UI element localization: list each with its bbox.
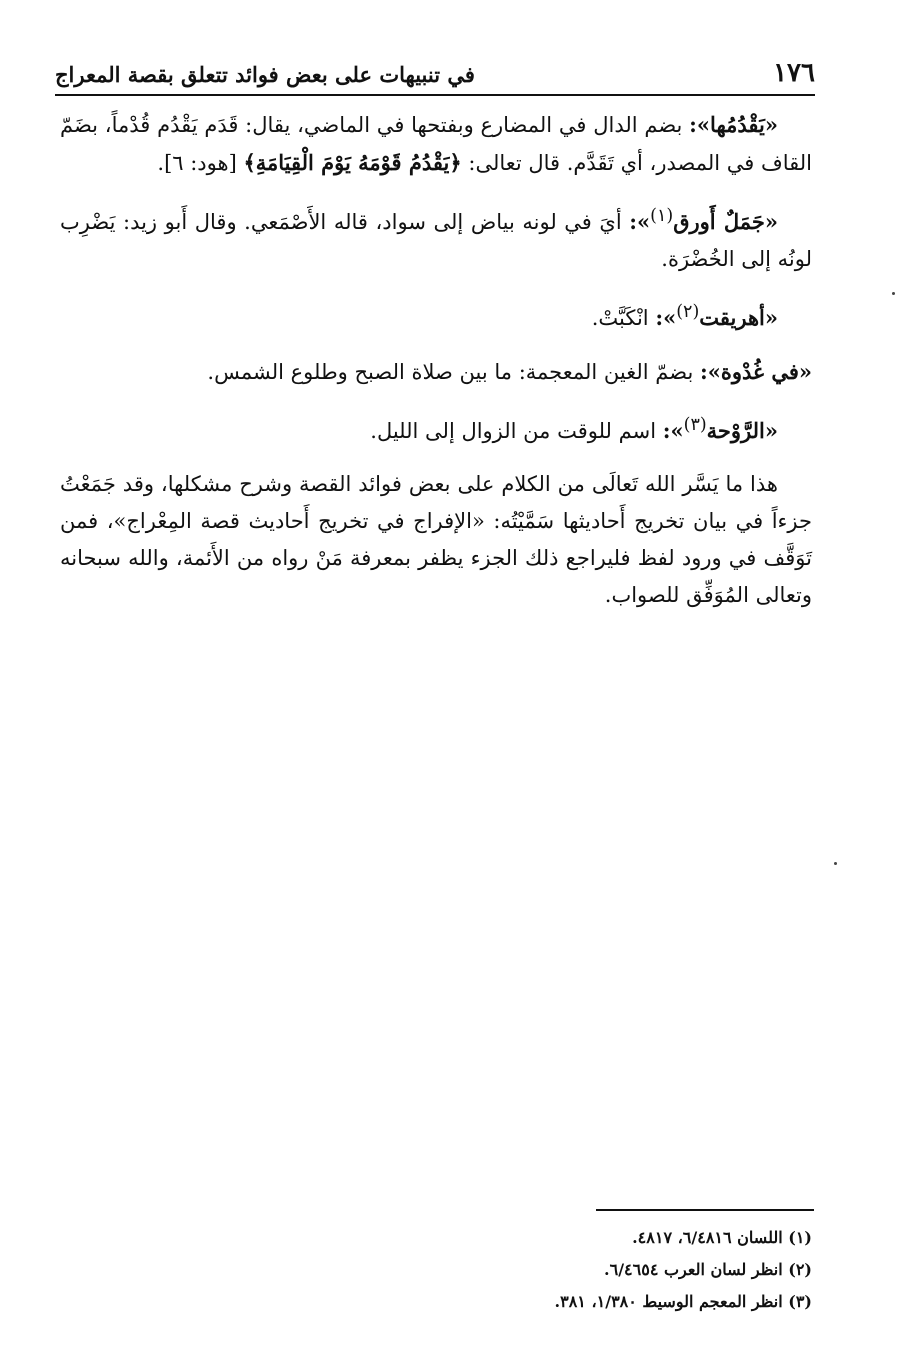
term-close: »: — [662, 418, 684, 443]
verse-reference: [هود: ٦]. — [157, 151, 244, 175]
paragraph-jamal-awraq — [60, 198, 812, 278]
footnote-marker: (٢) — [676, 302, 700, 322]
paragraph-yaqdumuha — [60, 106, 812, 182]
page-header — [55, 52, 815, 96]
term-close: »: — [629, 209, 651, 234]
term: «أهريقت — [699, 305, 778, 330]
paragraph-text: أيَ في لونه بياض إلى سواد، قاله الأَصْمَعي. وقال أَبو زيد: يَضْرِب لونُه إلى الخُضْرَة. — [60, 210, 812, 271]
paragraph-uhriqat — [60, 294, 812, 337]
scan-speck — [892, 292, 895, 295]
footnote-3: (٣) انظر المعجم الوسيط ١/٣٨٠، ٣٨١. — [554, 1292, 812, 1311]
scan-speck — [834, 862, 837, 865]
paragraph-text: انْكَبَّتْ. — [591, 306, 656, 330]
footnotes — [480, 1222, 812, 1318]
term: «جَمَلٌ أَورق — [673, 209, 778, 234]
body-text — [60, 106, 812, 630]
page-number: ١٧٦ — [773, 58, 815, 88]
paragraph-text: بضمّ الغين المعجمة: ما بين صلاة الصبح وطلوع الشمس. — [207, 360, 700, 384]
footnote-marker: (١) — [650, 206, 674, 226]
footnote-2: (٢) انظر لسان العرب ٦/٤٦٥٤. — [604, 1260, 812, 1279]
paragraph-rawha — [60, 407, 812, 450]
quran-verse: ﴿يَقْدُمُ قَوْمَهُ يَوْمَ الْقِيَامَةِ﴾ — [243, 150, 462, 175]
running-title: في تنبيهات على بعض فوائد تتعلق بقصة المعراج — [55, 62, 475, 87]
term: «الرَّوْحة — [706, 418, 778, 443]
paragraph-conclusion — [60, 466, 812, 614]
term: «يَقْدُمُها»: — [689, 112, 778, 137]
term: «في غُدْوة»: — [699, 359, 812, 384]
paragraph-ghudwa — [60, 353, 812, 391]
footnote-1: (١) اللسان ٦/٤٨١٦، ٤٨١٧. — [632, 1228, 812, 1247]
footnote-marker: (٣) — [683, 415, 707, 435]
paragraph-text: بضم الدال في المضارع وبفتحها في الماضي، يقال: قَدَم يَقْدُم قُدْماً، بضَمّ القاف في المصدر، أي تَقَدَّم. قال تعالى: — [60, 113, 812, 175]
footnote-separator — [596, 1209, 814, 1211]
paragraph-text: هذا ما يَسَّر الله تَعالَى من الكلام على بعض فوائد القصة وشرح مشكلها، وقد جَمَعْتُ جزءاً في بيان تخريج أَحاديثها سَمَّيْتُه: «الإفراج في تخريج أَحاديث قصة المِعْراج»، فمن تَوَقَّف في ورود لفظ فليراجع ذلك الجزء يظفر بمعرفة مَنْ رواه من الأَئمة، والله سبحانه وتعالى المُوَفِّق للصواب. — [60, 472, 812, 607]
paragraph-text: اسم للوقت من الزوال إلى الليل. — [370, 419, 663, 443]
term-close: »: — [655, 305, 677, 330]
